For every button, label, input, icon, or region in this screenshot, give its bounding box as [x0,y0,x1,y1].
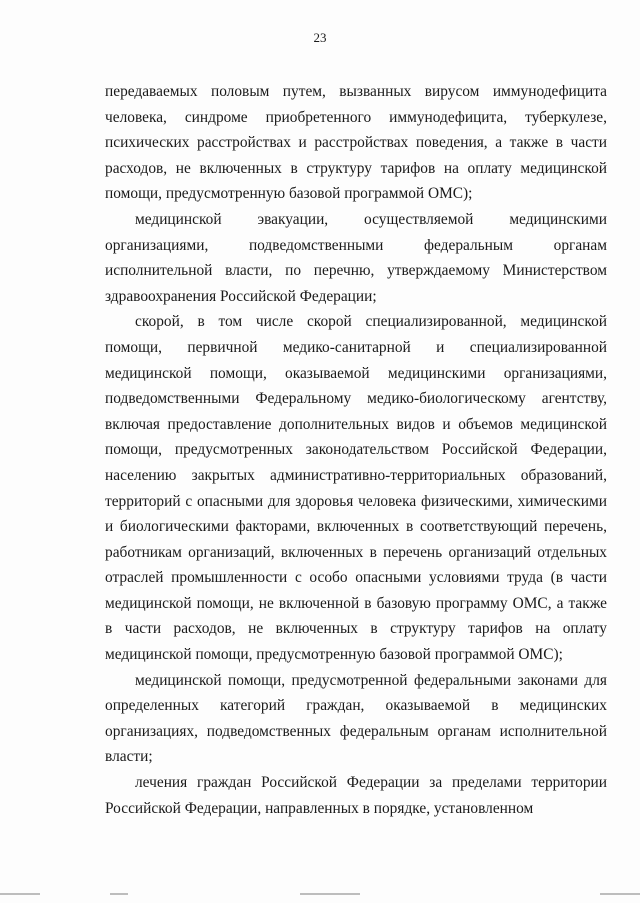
paragraph-medical-evacuation: медицинской эвакуации, осуществляемой медицинскими организациями, подведомственными федеральным органам исполнительной власти, по перечню, утверждаемому Министерством здравоохранения Российской Федерации; [105,210,607,305]
body-text [105,79,607,821]
paragraph-treatment-abroad: лечения граждан Российской Федерации за пределами территории Российской Федерации, направленных в порядке, установленном [105,774,607,817]
page-number: 23 [313,30,327,45]
paragraph-federal-law-care: медицинской помощи, предусмотренной федеральными законами для определенных категорий граждан, оказываемой в медицинских организациях, подведомственных федеральным органам исполнительной власти; [105,671,607,766]
paragraph-continuation: передаваемых половым путем, вызванных вирусом иммунодефицита человека, синдроме приобретенного иммунодефицита, туберкулезе, психических расстройствах и расстройствах поведения, а также в части расходов, не включенных в структуру тарифов на оплату медицинской помощи, предусмотренную базовой программой ОМС); [105,83,607,203]
paragraph-emergency-care: скорой, в том числе скорой специализированной, медицинской помощи, первичной медико-санитарной и специализированной медицинской помощи, оказываемой медицинскими организациями, подведомственными Федеральному медико-биологическому агентству, включая предоставление дополнительных видов и объемов медицинской помощи, предусмотренных законодательством Российской Федерации, населению закрытых административно-территориальных образований, территорий с опасными для здоровья человека физическими, химическими и биологическими факторами, включенных в соответствующий перечень, работникам организаций, включенных в перечень организаций отдельных отраслей промышленности с особо опасными условиями труда (в части медицинской помощи, не включенной в базовую программу ОМС, а также в части расходов, не включенных в структуру тарифов на оплату медицинской помощи, предусмотренную базовой программой ОМС); [105,313,607,664]
scan-edge-mark [0,893,640,897]
